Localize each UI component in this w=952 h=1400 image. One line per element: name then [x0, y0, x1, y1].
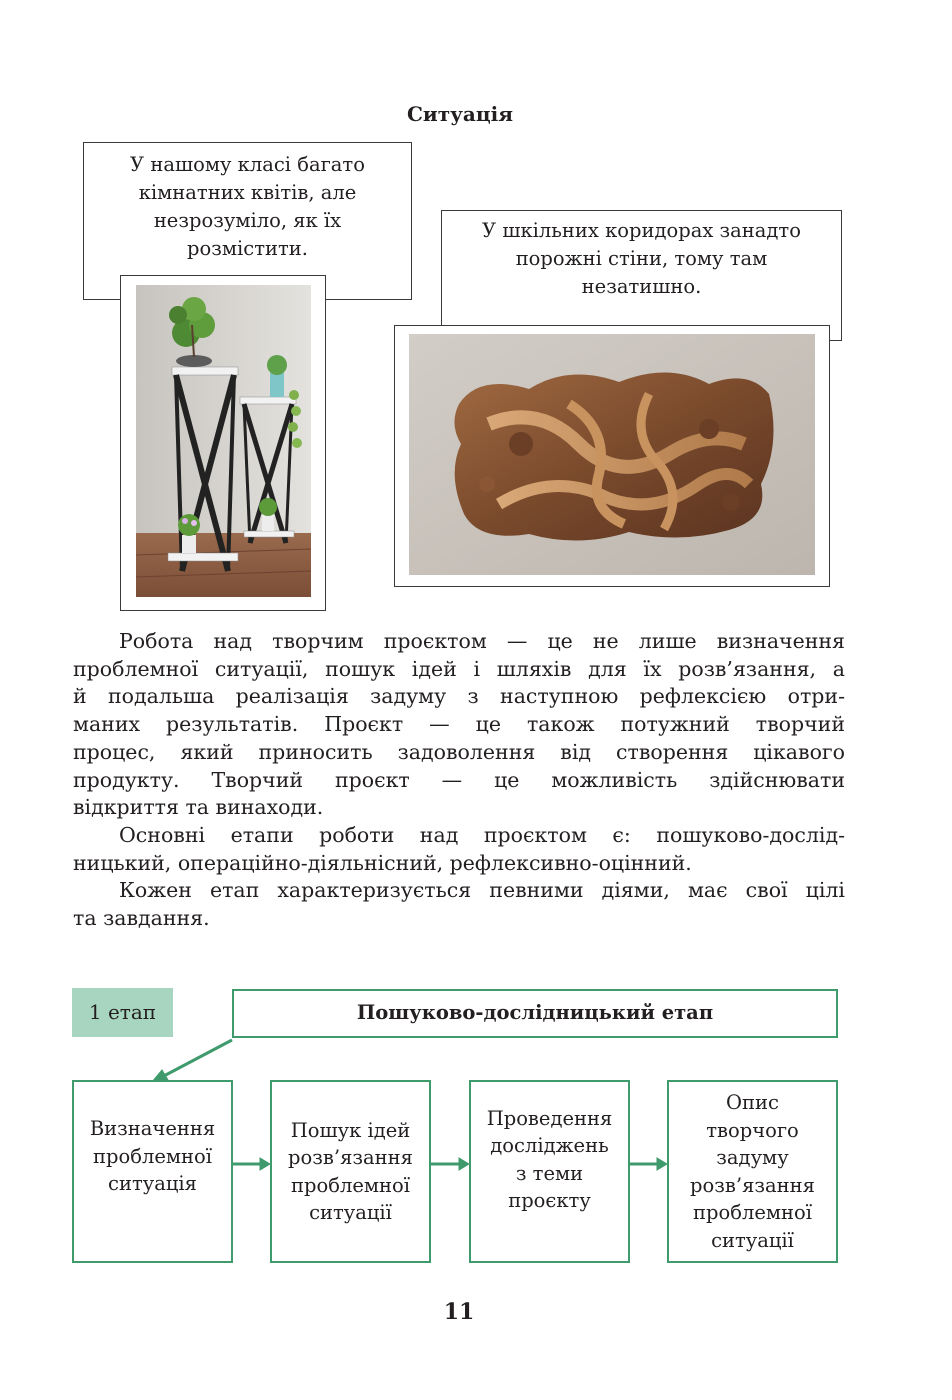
text-line: продукту. Творчий проєкт — це можливість здійснювати [73, 767, 845, 792]
text-line: проблемної ситуації, пошук ідей і шляхів для їх розв’язання, а [73, 656, 845, 681]
callout-line: розмістити. [187, 237, 308, 260]
step-line: проблемної [692, 1201, 813, 1224]
step-line: ситуації [309, 1201, 392, 1224]
step-line: задуму [716, 1146, 789, 1169]
text-line: Кожен етап характеризується певними діями, має свої цілі [119, 878, 845, 902]
callout-line: У шкільних коридорах занадто [482, 219, 801, 242]
arrow-head [260, 1158, 270, 1170]
page-number: 11 [443, 1299, 475, 1325]
step-line: Пошук ідей [290, 1118, 411, 1142]
text-line: Основні етапи роботи над проєктом є: пошуково-дослід- [119, 823, 845, 847]
step-line: ситуація [108, 1172, 197, 1196]
connector-arrow [160, 1040, 232, 1078]
step-line: Проведення [486, 1106, 613, 1130]
text-line: маних результатів. Проєкт — це також потужний творчий [73, 712, 845, 737]
step-line: Опис [726, 1091, 779, 1114]
callout-line: незатишно. [581, 275, 702, 298]
stage-tag: 1 етап [72, 988, 173, 1037]
text-line: відкриття та винаходи. [73, 795, 324, 820]
text-line: й подальша реалізація задуму з наступною рефлексією отри- [73, 684, 845, 709]
stage-title: Пошуково-дослідницький етап [232, 989, 838, 1038]
step-line: ситуації [711, 1228, 794, 1252]
text-line: Робота над творчим проєктом — це не лише визначення [119, 629, 845, 653]
callout-line: порожні стіни, тому там [515, 247, 768, 270]
arrow-head [657, 1158, 667, 1170]
step-box-4 [667, 1080, 838, 1263]
step-line: розв’язання [288, 1146, 413, 1169]
step-line: проєкту [508, 1189, 591, 1212]
step-line: проблемної [290, 1173, 411, 1197]
callout-line: У нашому класі багато [130, 153, 365, 176]
step-box-2 [270, 1080, 431, 1263]
step-box-3 [469, 1080, 630, 1263]
step-box-1 [72, 1080, 233, 1263]
arrow-head [459, 1158, 469, 1170]
text-line: та завдання. [73, 905, 210, 930]
step-line: з теми [515, 1161, 584, 1185]
callout-line: незрозуміло, як їх [153, 209, 342, 232]
step-line: творчого [706, 1118, 799, 1142]
callout-line: кімнатних квітів, але [138, 181, 357, 204]
text-line: ницький, операційно-діяльнісний, рефлексивно-оцінний. [73, 850, 692, 875]
step-line: розв’язання [690, 1173, 815, 1197]
step-line: проблемної [92, 1144, 213, 1168]
step-line: Визначення [89, 1117, 216, 1141]
step-line: досліджень [490, 1134, 609, 1157]
section-heading: Ситуація [406, 102, 514, 126]
text-line: процес, який приносить задоволення від створення цікавого [73, 739, 845, 764]
